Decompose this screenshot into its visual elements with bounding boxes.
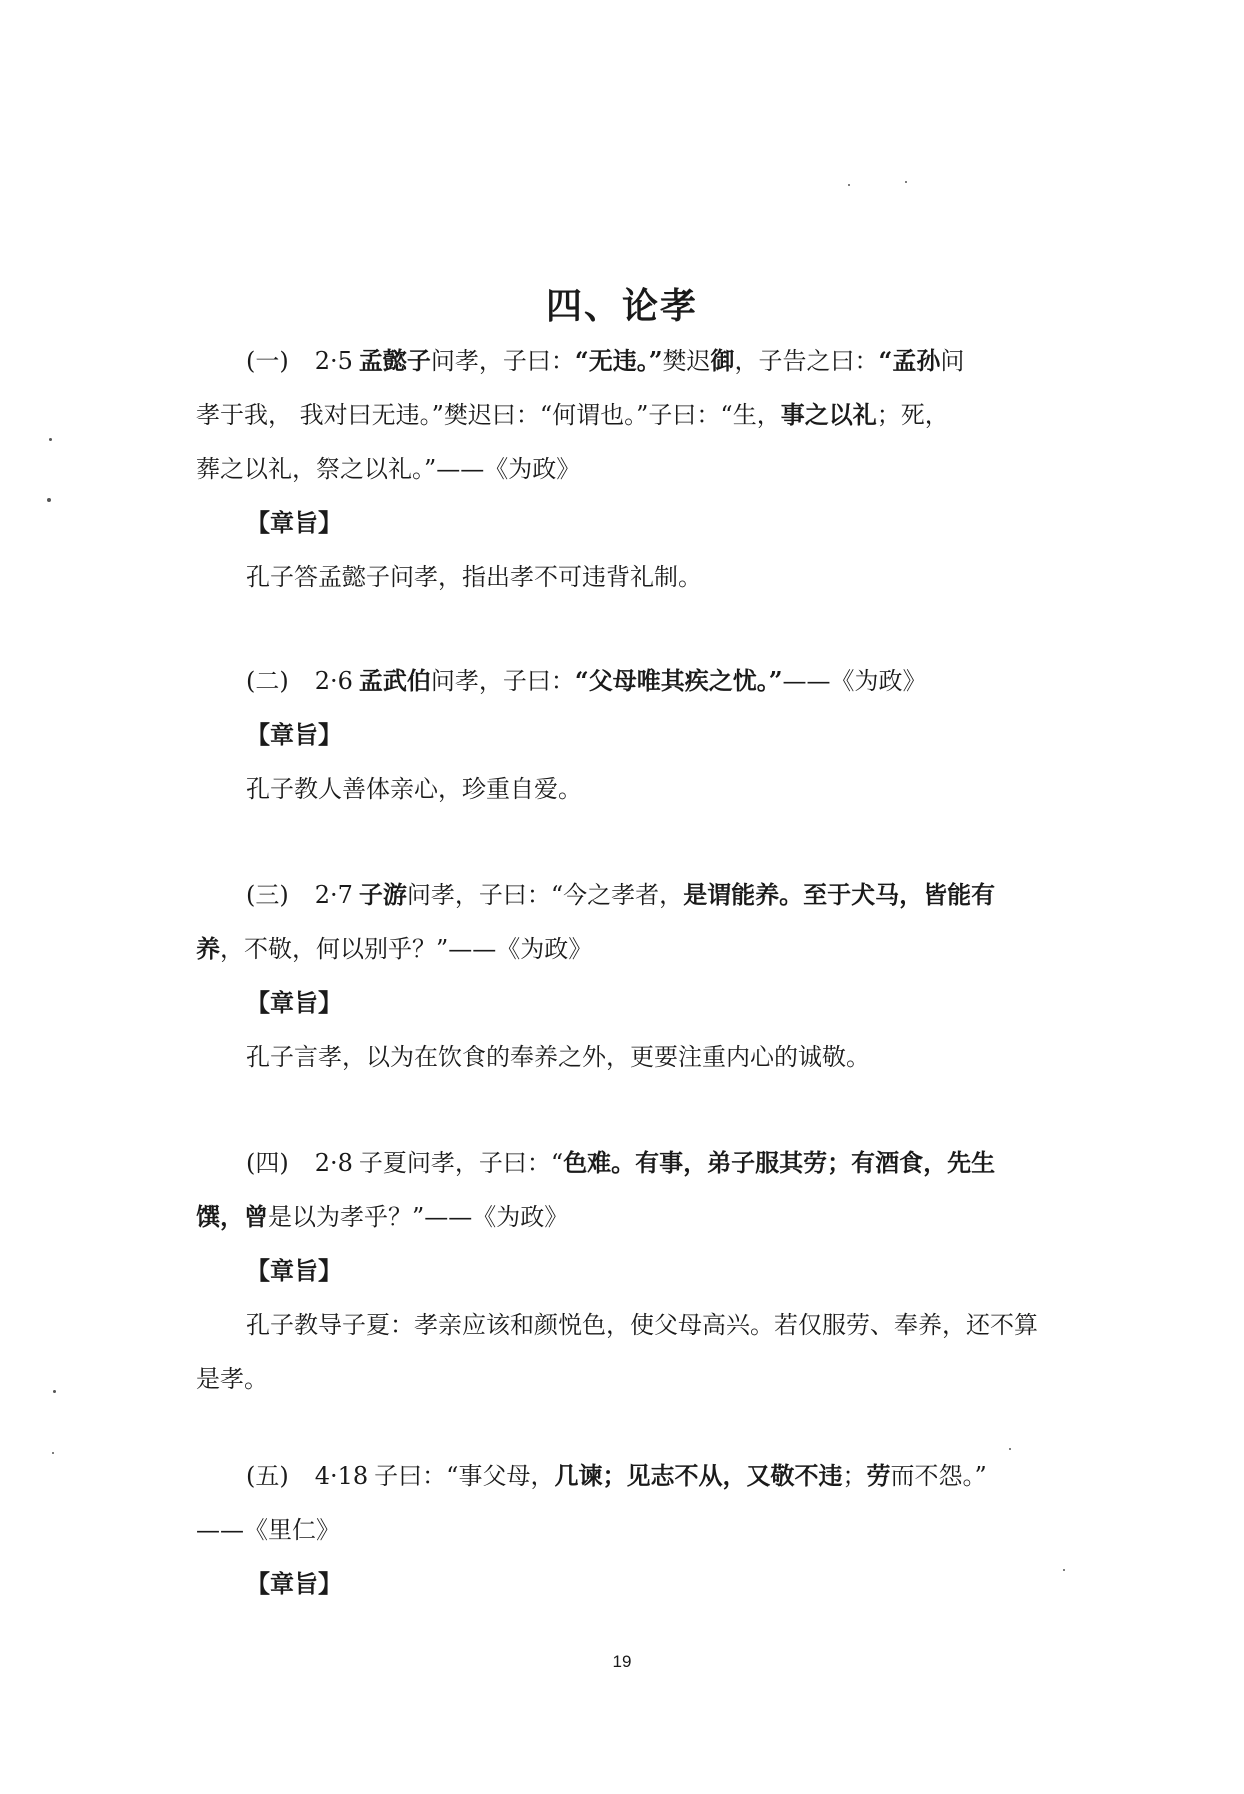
summary-text: 孔子言孝，以为在饮食的奉养之外，更要注重内心的诚敬。 xyxy=(246,1043,870,1071)
chapter-reference: 4·18 xyxy=(314,1462,369,1490)
body-text: 问孝，子曰： xyxy=(430,667,575,695)
text-line xyxy=(196,1449,1062,1503)
section xyxy=(196,334,1062,604)
summary-text: 孔子教人善体亲心，珍重自爱。 xyxy=(246,775,582,803)
emphasis-text: 养 xyxy=(196,934,220,963)
text-line xyxy=(196,868,1062,922)
section xyxy=(196,868,1062,1084)
body-text: 是以为孝乎？”——《为政》 xyxy=(268,1203,569,1231)
text-line xyxy=(196,334,1062,388)
scan-speck xyxy=(848,184,850,186)
chapter-reference: 2·5 xyxy=(314,347,353,375)
summary-text: 孔子答孟懿子问孝，指出孝不可违背礼制。 xyxy=(246,563,702,591)
section xyxy=(196,1449,1062,1611)
summary-heading: 【章旨】 xyxy=(246,509,342,537)
emphasis-text: 御 xyxy=(710,346,735,375)
body-text: 葬之以礼，祭之以礼。”——《为政》 xyxy=(196,455,581,483)
body-text: ；死， xyxy=(876,401,949,429)
emphasis-text: “孟孙 xyxy=(878,346,941,375)
emphasis-text: 孟懿子 xyxy=(358,346,431,375)
section-number: (五) xyxy=(246,1462,289,1490)
section-number: (三) xyxy=(246,881,289,909)
text-line xyxy=(196,1136,1062,1190)
page-number: 19 xyxy=(612,1652,632,1671)
body-text: ； xyxy=(842,1462,867,1490)
scan-speck xyxy=(52,1452,54,1454)
emphasis-text: 孟武伯 xyxy=(358,666,431,695)
text-line xyxy=(196,922,1062,976)
section-number: (四) xyxy=(246,1149,289,1177)
chapter-reference: 2·6 xyxy=(314,667,353,695)
page-title: 四、论孝 xyxy=(545,286,698,327)
summary-heading: 【章旨】 xyxy=(246,1257,342,1285)
chapter-reference: 2·7 xyxy=(314,881,353,909)
text-line xyxy=(196,1190,1062,1244)
body-text: ——《里仁》 xyxy=(196,1516,340,1544)
chapter-reference: 2·8 xyxy=(314,1149,353,1177)
body-text: ——《为政》 xyxy=(782,667,927,695)
body-text: ，不敬，何以别乎？”——《为政》 xyxy=(220,935,593,963)
emphasis-text: 色难。有事，弟子服其劳；有酒食，先生 xyxy=(563,1148,996,1177)
body-text: 子夏问孝，子曰：“ xyxy=(358,1149,564,1177)
summary-heading: 【章旨】 xyxy=(246,989,342,1017)
summary-heading: 【章旨】 xyxy=(246,1570,342,1598)
scan-speck xyxy=(1009,1448,1011,1450)
scan-speck xyxy=(49,438,52,441)
scan-speck xyxy=(905,181,907,183)
text-line xyxy=(196,654,1062,708)
scan-speck xyxy=(53,1390,56,1393)
text-line xyxy=(196,388,1062,442)
section xyxy=(196,654,1062,816)
body-text: 孝于我， 我对曰无违。”樊迟曰：“何谓也。”子曰：“生， xyxy=(196,401,781,429)
body-text: 问 xyxy=(940,347,965,375)
summary-text: 孔子教导子夏：孝亲应该和颜悦色，使父母高兴。若仅服劳、奉养，还不算 xyxy=(246,1311,1038,1339)
body-text: 樊迟 xyxy=(662,347,711,375)
text-line xyxy=(196,442,1062,496)
body-text: 而不怨。” xyxy=(890,1462,987,1490)
emphasis-text: 子游 xyxy=(358,880,407,909)
body-text: 问孝，子曰：“今之孝者， xyxy=(406,881,684,909)
emphasis-text: 事之以礼 xyxy=(780,400,877,429)
emphasis-text: “父母唯其疾之忧。” xyxy=(574,666,783,695)
section xyxy=(196,1136,1062,1406)
emphasis-text: 馔，曾 xyxy=(196,1202,268,1231)
text-line xyxy=(196,1503,1062,1557)
scan-speck xyxy=(1063,1569,1065,1571)
emphasis-text: 几谏；见志不从，又敬不违 xyxy=(554,1461,843,1490)
summary-text: 是孝。 xyxy=(196,1365,268,1393)
emphasis-text: 是谓能养。至于犬马，皆能有 xyxy=(683,880,996,909)
scan-speck xyxy=(47,498,51,502)
section-number: (二) xyxy=(246,667,289,695)
body-text: 子曰：“事父母， xyxy=(374,1462,555,1490)
summary-heading: 【章旨】 xyxy=(246,721,342,749)
emphasis-text: 劳 xyxy=(866,1461,891,1490)
emphasis-text: “无违。” xyxy=(574,346,663,375)
section-number: (一) xyxy=(246,347,289,375)
body-text: 问孝，子曰： xyxy=(430,347,575,375)
body-text: ，子告之曰： xyxy=(734,347,879,375)
